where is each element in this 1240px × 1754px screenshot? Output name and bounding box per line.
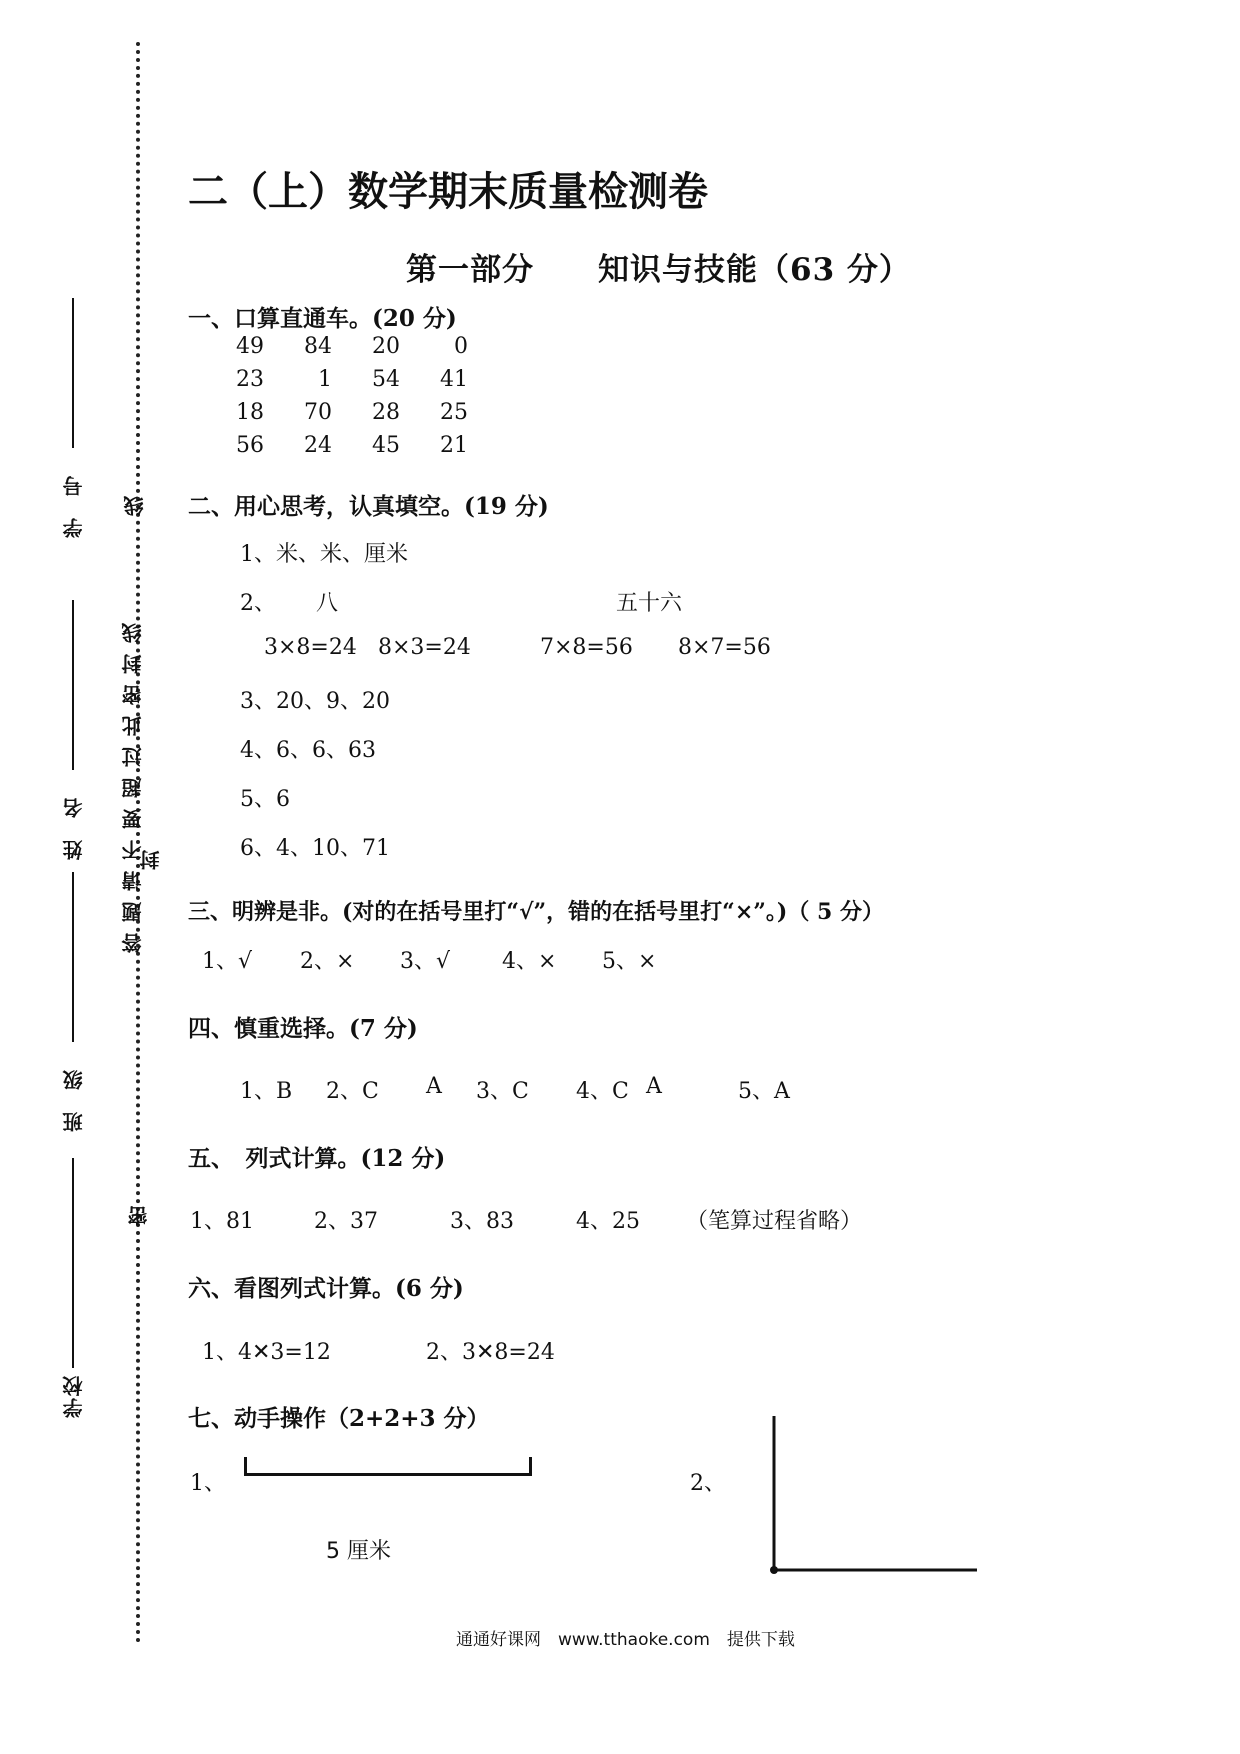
school-field[interactable] [58,1158,88,1418]
section-4-answer: 2、C [326,1079,379,1104]
section-3-answer: 3、√ [400,949,451,974]
part-title: 第一部分 知识与技能（63 分） [406,252,911,288]
section-2-equation: 8×3=24 [378,635,471,660]
section-1-heading: 一、口算直通车。(20 分) [188,305,457,332]
section-5-note: （笔算过程省略） [686,1209,863,1234]
section-5-answer: 1、81 [190,1209,254,1234]
section-2-answer-1: 1、米、米、厘米 [240,542,408,567]
answer-cell: 25 [440,400,468,425]
answer-cell: 41 [440,367,468,392]
section-2-equation: 8×7=56 [678,635,771,660]
section-4-answer: 1、B [240,1079,293,1104]
section-5-answer: 2、37 [314,1209,378,1234]
answer-cell: 18 [236,400,264,425]
section-7-answer-1-number: 1、 [190,1471,226,1496]
school-blank[interactable] [72,1158,74,1368]
answer-row [236,429,468,462]
section-2-answer-2-number: 2、 [240,591,276,616]
segment-length-caption: 5 厘米 [326,1539,391,1564]
line-segment-drawing [244,1457,532,1476]
answer-cell: 24 [304,433,332,458]
student-id-label: 学号 [61,454,86,538]
section-5-answer: 4、25 [576,1209,640,1234]
page-footer: 通通好课网 www.tthaoke.com 提供下载 [456,1630,795,1650]
answer-cell: 49 [236,334,264,359]
section-3-heading: 三、明辨是非。(对的在括号里打“√”，错的在括号里打“×”。)（ 5 分） [188,899,884,925]
class-label: 班级 [61,1048,86,1132]
seal-mark-feng: 封 [139,850,163,870]
section-6-heading: 六、看图列式计算。(6 分) [188,1275,464,1302]
section-3-answer: 2、× [300,949,355,974]
name-label: 姓名 [61,776,86,860]
answer-cell: 1 [318,367,332,392]
answer-cell: 56 [236,433,264,458]
section-2-equation: 3×8=24 [264,635,357,660]
section-4-answer: 3、C [476,1079,529,1104]
section-4-answer: 4、C [576,1079,629,1104]
school-label: 学校 [61,1374,86,1418]
section-6-answer-2: 2、3✕8=24 [426,1340,555,1365]
section-4-answer: 5、A [738,1079,790,1104]
section-4-answer: A [646,1074,662,1099]
answer-cell: 20 [372,334,400,359]
section-1-answer-grid [236,330,468,462]
seal-warning: 答题请不要超过此密封线 [121,612,145,953]
name-blank[interactable] [72,600,74,770]
student-id-field[interactable] [58,298,88,538]
section-2-answer-5: 5、6 [240,787,290,812]
answer-row [236,330,468,363]
class-blank[interactable] [72,872,74,1042]
section-7-answer-2-number: 2、 [690,1471,726,1496]
section-2-answer-4: 4、6、6、63 [240,738,376,763]
answer-cell: 0 [454,334,468,359]
class-field[interactable] [58,872,88,1132]
answer-cell: 84 [304,334,332,359]
answer-cell: 70 [304,400,332,425]
section-2-heading: 二、用心思考，认真填空。(19 分) [188,493,549,520]
section-3-answer: 1、√ [202,949,253,974]
name-field[interactable] [58,600,88,860]
answer-cell: 28 [372,400,400,425]
section-2-equation: 7×8=56 [540,635,633,660]
section-4-heading: 四、慎重选择。(7 分) [188,1015,418,1042]
exam-title: 二（上）数学期末质量检测卷 [188,168,708,215]
section-6-answer-1: 1、4✕3=12 [202,1340,331,1365]
section-2-answer-2-left: 八 [316,591,339,616]
answer-cell: 23 [236,367,264,392]
seal-mark-mi: 密 [127,1206,151,1226]
right-angle-drawing [769,1416,979,1576]
section-3-answer: 5、× [602,949,657,974]
section-2-answer-3: 3、20、9、20 [240,689,390,714]
answer-cell: 54 [372,367,400,392]
section-5-answer: 3、83 [450,1209,514,1234]
seal-mark-xian: 线 [123,496,147,516]
section-5-heading: 五、 列式计算。(12 分) [188,1145,446,1172]
answer-row [236,396,468,429]
section-7-heading: 七、动手操作（2+2+3 分） [188,1405,490,1432]
section-2-answer-6: 6、4、10、71 [240,836,390,861]
answer-cell: 45 [372,433,400,458]
answer-cell: 21 [440,433,468,458]
student-id-blank[interactable] [72,298,74,448]
section-3-answer: 4、× [502,949,557,974]
section-2-answer-2-right: 五十六 [616,591,683,616]
section-4-answer: A [426,1074,442,1099]
answer-row [236,363,468,396]
